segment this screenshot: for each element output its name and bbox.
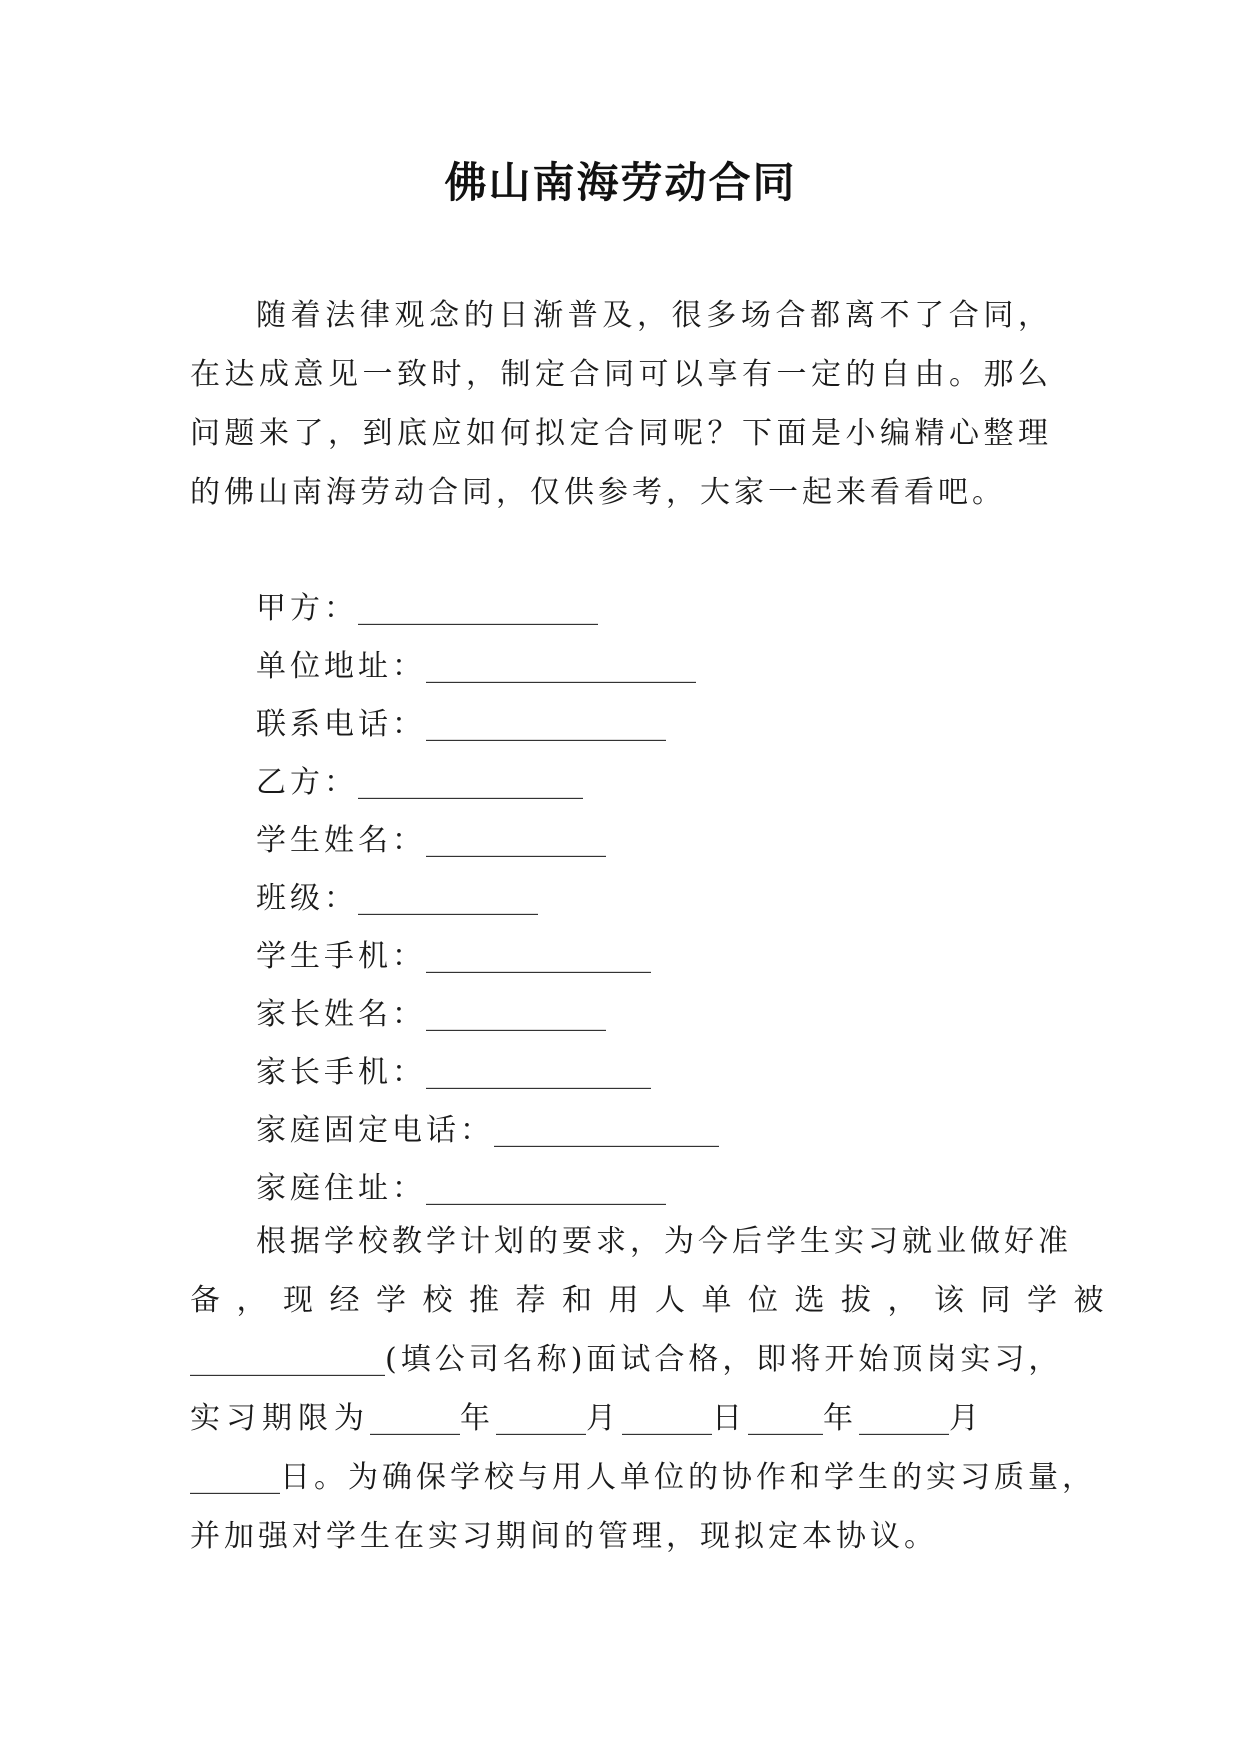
- field-parent-mobile: [256, 1044, 719, 1102]
- field-label: 家庭住址：: [256, 1171, 426, 1206]
- field-party-a: [256, 580, 719, 638]
- closing-line: [190, 1330, 1063, 1389]
- field-label: 联系电话：: [256, 707, 426, 742]
- field-blank: _______________: [426, 1055, 651, 1090]
- field-label: 家长姓名：: [256, 997, 426, 1032]
- field-parent-name: [256, 986, 719, 1044]
- date-unit: 月: [949, 1401, 985, 1436]
- date-unit: 月: [586, 1401, 622, 1436]
- field-label: 甲方：: [256, 591, 358, 626]
- field-student-mobile: [256, 928, 719, 986]
- date-blank: ______: [622, 1401, 712, 1436]
- closing-line: [190, 1448, 1096, 1507]
- field-class: [256, 870, 719, 928]
- field-blank: __________________: [426, 649, 696, 684]
- closing-text: 实习期限为: [190, 1401, 370, 1436]
- date-blank: _____: [748, 1401, 823, 1436]
- closing-line: 并加强对学生在实习期间的管理，现拟定本协议。: [190, 1519, 938, 1554]
- contract-fields: [256, 580, 719, 1218]
- field-blank: _______________: [494, 1113, 719, 1148]
- field-blank: _______________: [426, 939, 651, 974]
- field-label: 学生姓名：: [256, 823, 426, 858]
- field-student-name: [256, 812, 719, 870]
- field-blank: ________________: [426, 707, 666, 742]
- intro-paragraph: 随着法律观念的日渐普及，很多场合都离不了合同，在达成意见一致时，制定合同可以享有一定的自由。那么问题来了，到底应如何拟定合同呢？下面是小编精心整理的佛山南海劳动合同，仅供参考，大家一起来看看吧。: [190, 298, 1052, 510]
- closing-text: 日。为确保学校与用人单位的协作和学生的实习质量，: [280, 1460, 1096, 1495]
- field-label: 单位地址：: [256, 649, 426, 684]
- field-blank: ____________: [426, 997, 606, 1032]
- date-blank: ______: [496, 1401, 586, 1436]
- field-blank: ____________: [426, 823, 606, 858]
- date-blank: ______: [859, 1401, 949, 1436]
- company-name-blank: _____________: [190, 1342, 385, 1377]
- closing-line: [190, 1389, 1052, 1448]
- date-blank: ______: [190, 1460, 280, 1495]
- closing-text: (填公司名称)面试合格，即将开始顶岗实习，: [385, 1342, 1063, 1377]
- closing-line: 根据学校教学计划的要求，为今后学生实习就业做好准: [256, 1224, 1072, 1259]
- date-unit: 年: [823, 1401, 859, 1436]
- page-title: 佛山南海劳动合同: [444, 158, 797, 207]
- field-contact-phone: [256, 696, 719, 754]
- field-blank: _______________: [358, 765, 583, 800]
- field-label: 家庭固定电话：: [256, 1113, 494, 1148]
- field-label: 班级：: [256, 881, 358, 916]
- field-home-landline: [256, 1102, 719, 1160]
- field-blank: ____________: [358, 881, 538, 916]
- field-label: 乙方：: [256, 765, 358, 800]
- closing-paragraph: [190, 1212, 1120, 1566]
- field-party-b: [256, 754, 719, 812]
- field-label: 家长手机：: [256, 1055, 426, 1090]
- field-blank: ________________: [358, 591, 598, 626]
- date-unit: 年: [460, 1401, 496, 1436]
- field-home-address: [256, 1160, 719, 1218]
- closing-line: 备，现经学校推荐和用人单位选拔，该同学被: [190, 1283, 1120, 1318]
- field-company-address: [256, 638, 719, 696]
- field-label: 学生手机：: [256, 939, 426, 974]
- date-unit: 日: [712, 1401, 748, 1436]
- date-blank: ______: [370, 1401, 460, 1436]
- field-blank: ________________: [426, 1171, 666, 1206]
